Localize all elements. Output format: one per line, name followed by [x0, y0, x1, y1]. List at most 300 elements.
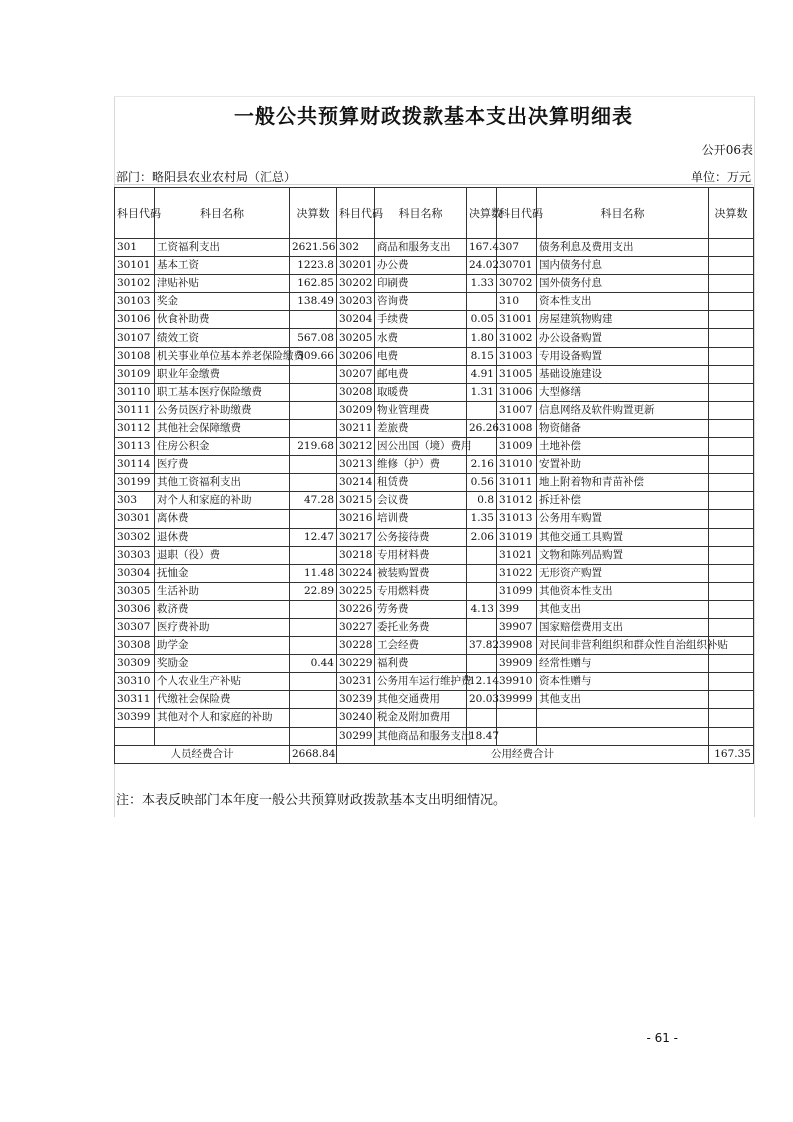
code-cell: 31022	[497, 564, 537, 582]
value-cell: 1.33	[467, 275, 497, 293]
name-cell: 助学金	[155, 637, 290, 655]
code-cell: 302	[337, 239, 375, 257]
value-cell	[709, 239, 754, 257]
name-cell: 拆迁补偿	[537, 492, 709, 510]
code-cell: 30202	[337, 275, 375, 293]
value-cell	[290, 691, 337, 709]
code-cell: 30208	[337, 383, 375, 401]
table-row	[115, 474, 754, 492]
value-cell: 167.4	[467, 239, 497, 257]
code-cell: 30203	[337, 293, 375, 311]
column-header: 科目名称	[155, 188, 290, 239]
form-number: 公开06表	[701, 143, 753, 157]
code-cell: 31005	[497, 365, 537, 383]
code-cell: 30207	[337, 365, 375, 383]
name-cell: 救济费	[155, 600, 290, 618]
value-cell: 138.49	[290, 293, 337, 311]
page-number: - 61 -	[646, 1031, 678, 1045]
value-cell	[290, 727, 337, 745]
code-cell: 30304	[115, 564, 155, 582]
name-cell: 其他资本性支出	[537, 582, 709, 600]
value-cell	[709, 401, 754, 419]
name-cell: 税金及附加费用	[375, 709, 467, 727]
name-cell: 委托业务费	[375, 618, 467, 636]
name-cell: 资本性赠与	[537, 673, 709, 691]
code-cell: 30224	[337, 564, 375, 582]
department-label: 部门：略阳县农业农村局（汇总）	[116, 170, 297, 184]
name-cell: 公务接待费	[375, 528, 467, 546]
table-row	[115, 528, 754, 546]
value-cell: 4.13	[467, 600, 497, 618]
name-cell: 文物和陈列品购置	[537, 546, 709, 564]
code-cell: 30310	[115, 673, 155, 691]
code-cell: 30225	[337, 582, 375, 600]
name-cell: 其他支出	[537, 691, 709, 709]
name-cell: 会议费	[375, 492, 467, 510]
code-cell: 30226	[337, 600, 375, 618]
name-cell: 代缴社会保险费	[155, 691, 290, 709]
value-cell	[709, 474, 754, 492]
code-cell: 30217	[337, 528, 375, 546]
value-cell	[709, 329, 754, 347]
name-cell: 基本工资	[155, 257, 290, 275]
code-cell	[497, 709, 537, 727]
name-cell: 其他社会保障缴费	[155, 419, 290, 437]
name-cell: 退职（役）费	[155, 546, 290, 564]
value-cell: 0.05	[467, 311, 497, 329]
table-row	[115, 727, 754, 745]
value-cell	[709, 528, 754, 546]
public-total-value: 167.35	[709, 745, 754, 763]
value-cell: 12.47	[290, 528, 337, 546]
name-cell	[155, 727, 290, 745]
code-cell: 30110	[115, 383, 155, 401]
value-cell: 2.16	[467, 456, 497, 474]
value-cell	[709, 655, 754, 673]
name-cell: 退休费	[155, 528, 290, 546]
name-cell: 培训费	[375, 510, 467, 528]
code-cell: 31021	[497, 546, 537, 564]
code-cell: 30303	[115, 546, 155, 564]
name-cell: 其他支出	[537, 600, 709, 618]
name-cell: 医疗费	[155, 456, 290, 474]
code-cell: 30305	[115, 582, 155, 600]
name-cell: 差旅费	[375, 419, 467, 437]
name-cell: 专用设备购置	[537, 347, 709, 365]
value-cell	[709, 709, 754, 727]
table-row	[115, 637, 754, 655]
value-cell: 24.02	[467, 257, 497, 275]
name-cell: 电费	[375, 347, 467, 365]
name-cell: 其他对个人和家庭的补助	[155, 709, 290, 727]
name-cell: 物资储备	[537, 419, 709, 437]
name-cell: 职工基本医疗保险缴费	[155, 383, 290, 401]
name-cell: 医疗费补助	[155, 618, 290, 636]
value-cell: 1.80	[467, 329, 497, 347]
code-cell: 30199	[115, 474, 155, 492]
value-cell	[709, 673, 754, 691]
code-cell: 30214	[337, 474, 375, 492]
name-cell: 其他商品和服务支出	[375, 727, 467, 745]
value-cell	[290, 546, 337, 564]
name-cell: 个人农业生产补贴	[155, 673, 290, 691]
name-cell: 无形资产购置	[537, 564, 709, 582]
code-cell: 30308	[115, 637, 155, 655]
name-cell: 抚恤金	[155, 564, 290, 582]
code-cell: 31008	[497, 419, 537, 437]
value-cell	[290, 510, 337, 528]
name-cell: 办公设备购置	[537, 329, 709, 347]
value-cell	[290, 618, 337, 636]
name-cell: 房屋建筑物购建	[537, 311, 709, 329]
code-cell	[497, 727, 537, 745]
code-cell: 39909	[497, 655, 537, 673]
value-cell: 37.82	[467, 637, 497, 655]
name-cell: 绩效工资	[155, 329, 290, 347]
name-cell: 国外债务付息	[537, 275, 709, 293]
value-cell	[709, 727, 754, 745]
name-cell: 公务用车购置	[537, 510, 709, 528]
code-cell: 39907	[497, 618, 537, 636]
value-cell	[290, 474, 337, 492]
code-cell: 31010	[497, 456, 537, 474]
table-row	[115, 419, 754, 437]
value-cell: 22.89	[290, 582, 337, 600]
name-cell: 住房公积金	[155, 438, 290, 456]
name-cell: 邮电费	[375, 365, 467, 383]
column-header: 科目代码	[115, 188, 155, 239]
code-cell: 30701	[497, 257, 537, 275]
name-cell: 生活补助	[155, 582, 290, 600]
table-row	[115, 311, 754, 329]
code-cell: 31007	[497, 401, 537, 419]
code-cell: 39910	[497, 673, 537, 691]
value-cell	[467, 582, 497, 600]
column-header: 科目代码	[497, 188, 537, 239]
code-cell: 30111	[115, 401, 155, 419]
code-cell: 30212	[337, 438, 375, 456]
table-row	[115, 510, 754, 528]
name-cell: 其他交通费用	[375, 691, 467, 709]
code-cell: 30307	[115, 618, 155, 636]
code-cell: 30311	[115, 691, 155, 709]
column-header: 科目名称	[375, 188, 467, 239]
table-row	[115, 618, 754, 636]
name-cell: 经常性赠与	[537, 655, 709, 673]
name-cell: 大型修缮	[537, 383, 709, 401]
name-cell: 资本性支出	[537, 293, 709, 311]
code-cell: 30301	[115, 510, 155, 528]
column-header: 决算数	[290, 188, 337, 239]
value-cell	[290, 401, 337, 419]
name-cell: 津贴补贴	[155, 275, 290, 293]
code-cell: 30213	[337, 456, 375, 474]
value-cell	[467, 564, 497, 582]
code-cell: 30204	[337, 311, 375, 329]
table-row	[115, 365, 754, 383]
personnel-total-value: 2668.84	[290, 745, 337, 763]
name-cell: 对民间非营利组织和群众性自治组织补贴	[537, 637, 709, 655]
value-cell	[709, 691, 754, 709]
name-cell: 因公出国（境）费用	[375, 438, 467, 456]
code-cell: 30101	[115, 257, 155, 275]
name-cell: 水费	[375, 329, 467, 347]
code-cell: 399	[497, 600, 537, 618]
value-cell: 12.14	[467, 673, 497, 691]
table-row	[115, 401, 754, 419]
code-cell: 30218	[337, 546, 375, 564]
value-cell	[467, 618, 497, 636]
code-cell: 31011	[497, 474, 537, 492]
value-cell	[709, 293, 754, 311]
name-cell: 取暖费	[375, 383, 467, 401]
value-cell: 47.28	[290, 492, 337, 510]
value-cell	[709, 510, 754, 528]
code-cell: 30399	[115, 709, 155, 727]
column-header: 决算数	[467, 188, 497, 239]
code-cell: 31019	[497, 528, 537, 546]
table-row	[115, 655, 754, 673]
code-cell: 30112	[115, 419, 155, 437]
value-cell: 0.56	[467, 474, 497, 492]
code-cell	[115, 727, 155, 745]
code-cell: 30228	[337, 637, 375, 655]
name-cell: 印刷费	[375, 275, 467, 293]
table-row	[115, 600, 754, 618]
code-cell: 30231	[337, 673, 375, 691]
public-total-label: 公用经费合计	[337, 745, 709, 763]
value-cell: 4.91	[467, 365, 497, 383]
code-cell: 30306	[115, 600, 155, 618]
table-row	[115, 239, 754, 257]
value-cell	[290, 365, 337, 383]
value-cell	[290, 600, 337, 618]
value-cell	[290, 383, 337, 401]
name-cell: 办公费	[375, 257, 467, 275]
table-row	[115, 293, 754, 311]
value-cell	[709, 456, 754, 474]
code-cell: 30206	[337, 347, 375, 365]
value-cell	[709, 618, 754, 636]
code-cell: 30309	[115, 655, 155, 673]
value-cell	[467, 709, 497, 727]
table-row	[115, 709, 754, 727]
value-cell	[290, 419, 337, 437]
value-cell	[709, 257, 754, 275]
table-header-row	[115, 188, 754, 239]
value-cell	[709, 311, 754, 329]
code-cell: 31009	[497, 438, 537, 456]
code-cell: 31006	[497, 383, 537, 401]
name-cell: 债务利息及费用支出	[537, 239, 709, 257]
value-cell	[709, 582, 754, 600]
unit-label: 单位：万元	[690, 170, 751, 184]
table-row	[115, 329, 754, 347]
value-cell	[467, 655, 497, 673]
name-cell	[537, 709, 709, 727]
column-header: 科目名称	[537, 188, 709, 239]
value-cell: 309.66	[290, 347, 337, 365]
value-cell: 26.26	[467, 419, 497, 437]
code-cell: 31013	[497, 510, 537, 528]
code-cell: 31001	[497, 311, 537, 329]
name-cell: 基础设施建设	[537, 365, 709, 383]
name-cell: 物业管理费	[375, 401, 467, 419]
value-cell	[290, 673, 337, 691]
code-cell: 30106	[115, 311, 155, 329]
value-cell	[709, 275, 754, 293]
code-cell: 307	[497, 239, 537, 257]
code-cell: 31099	[497, 582, 537, 600]
code-cell: 30201	[337, 257, 375, 275]
value-cell: 162.85	[290, 275, 337, 293]
report-title: 一般公共预算财政拨款基本支出决算明细表	[234, 104, 633, 128]
value-cell: 1.31	[467, 383, 497, 401]
name-cell: 对个人和家庭的补助	[155, 492, 290, 510]
value-cell	[709, 600, 754, 618]
name-cell: 福利费	[375, 655, 467, 673]
table-row	[115, 691, 754, 709]
code-cell: 39999	[497, 691, 537, 709]
code-cell: 31003	[497, 347, 537, 365]
code-cell: 30211	[337, 419, 375, 437]
table-row	[115, 257, 754, 275]
value-cell: 0.8	[467, 492, 497, 510]
table-row	[115, 546, 754, 564]
code-cell: 30108	[115, 347, 155, 365]
value-cell: 20.03	[467, 691, 497, 709]
code-cell: 30215	[337, 492, 375, 510]
code-cell: 30302	[115, 528, 155, 546]
name-cell: 安置补助	[537, 456, 709, 474]
code-cell: 30227	[337, 618, 375, 636]
table-row	[115, 438, 754, 456]
value-cell	[467, 293, 497, 311]
totals-row	[115, 745, 754, 763]
name-cell: 专用材料费	[375, 546, 467, 564]
name-cell: 奖励金	[155, 655, 290, 673]
value-cell: 1223.8	[290, 257, 337, 275]
name-cell: 工资福利支出	[155, 239, 290, 257]
name-cell: 离休费	[155, 510, 290, 528]
code-cell: 30702	[497, 275, 537, 293]
value-cell	[709, 383, 754, 401]
value-cell	[290, 456, 337, 474]
column-header: 科目代码	[337, 188, 375, 239]
name-cell: 地上附着物和青苗补偿	[537, 474, 709, 492]
value-cell: 219.68	[290, 438, 337, 456]
value-cell	[709, 546, 754, 564]
value-cell: 8.15	[467, 347, 497, 365]
code-cell: 31002	[497, 329, 537, 347]
code-cell: 31012	[497, 492, 537, 510]
value-cell: 1.35	[467, 510, 497, 528]
footnote: 注：本表反映部门本年度一般公共预算财政拨款基本支出明细情况。	[116, 793, 507, 808]
code-cell: 30299	[337, 727, 375, 745]
table-row	[115, 383, 754, 401]
value-cell	[709, 347, 754, 365]
table-row	[115, 275, 754, 293]
code-cell: 30229	[337, 655, 375, 673]
table-row	[115, 673, 754, 691]
name-cell: 被装购置费	[375, 564, 467, 582]
value-cell	[709, 365, 754, 383]
name-cell: 国家赔偿费用支出	[537, 618, 709, 636]
name-cell: 咨询费	[375, 293, 467, 311]
value-cell: 2621.56	[290, 239, 337, 257]
value-cell: 18.47	[467, 727, 497, 745]
value-cell	[709, 564, 754, 582]
name-cell: 职业年金缴费	[155, 365, 290, 383]
value-cell	[467, 546, 497, 564]
name-cell: 公务用车运行维护费	[375, 673, 467, 691]
name-cell: 专用燃料费	[375, 582, 467, 600]
code-cell: 30103	[115, 293, 155, 311]
code-cell: 30216	[337, 510, 375, 528]
value-cell	[709, 419, 754, 437]
value-cell	[709, 492, 754, 510]
name-cell: 其他交通工具购置	[537, 528, 709, 546]
code-cell: 30102	[115, 275, 155, 293]
table-row	[115, 347, 754, 365]
value-cell: 567.08	[290, 329, 337, 347]
name-cell: 伙食补助费	[155, 311, 290, 329]
value-cell	[290, 311, 337, 329]
code-cell: 30209	[337, 401, 375, 419]
value-cell	[290, 637, 337, 655]
code-cell: 30239	[337, 691, 375, 709]
value-cell: 2.06	[467, 528, 497, 546]
name-cell: 手续费	[375, 311, 467, 329]
name-cell: 劳务费	[375, 600, 467, 618]
value-cell: 11.48	[290, 564, 337, 582]
name-cell: 公务员医疗补助缴费	[155, 401, 290, 419]
column-header: 决算数	[709, 188, 754, 239]
value-cell	[709, 438, 754, 456]
table-row	[115, 564, 754, 582]
name-cell: 其他工资福利支出	[155, 474, 290, 492]
code-cell: 30114	[115, 456, 155, 474]
table-row	[115, 456, 754, 474]
expenditure-table	[114, 187, 754, 764]
name-cell: 信息网络及软件购置更新	[537, 401, 709, 419]
name-cell	[537, 727, 709, 745]
name-cell: 土地补偿	[537, 438, 709, 456]
name-cell: 机关事业单位基本养老保险缴费	[155, 347, 290, 365]
code-cell: 30205	[337, 329, 375, 347]
name-cell: 租赁费	[375, 474, 467, 492]
code-cell: 30113	[115, 438, 155, 456]
name-cell: 商品和服务支出	[375, 239, 467, 257]
code-cell: 301	[115, 239, 155, 257]
header-divider	[114, 184, 753, 185]
code-cell: 39908	[497, 637, 537, 655]
personnel-total-label: 人员经费合计	[115, 745, 290, 763]
code-cell: 303	[115, 492, 155, 510]
value-cell	[290, 709, 337, 727]
name-cell: 国内债务付息	[537, 257, 709, 275]
name-cell: 奖金	[155, 293, 290, 311]
code-cell: 310	[497, 293, 537, 311]
code-cell: 30107	[115, 329, 155, 347]
value-cell: 0.44	[290, 655, 337, 673]
code-cell: 30109	[115, 365, 155, 383]
name-cell: 维修（护）费	[375, 456, 467, 474]
table-row	[115, 582, 754, 600]
code-cell: 30240	[337, 709, 375, 727]
table-row	[115, 492, 754, 510]
name-cell: 工会经费	[375, 637, 467, 655]
